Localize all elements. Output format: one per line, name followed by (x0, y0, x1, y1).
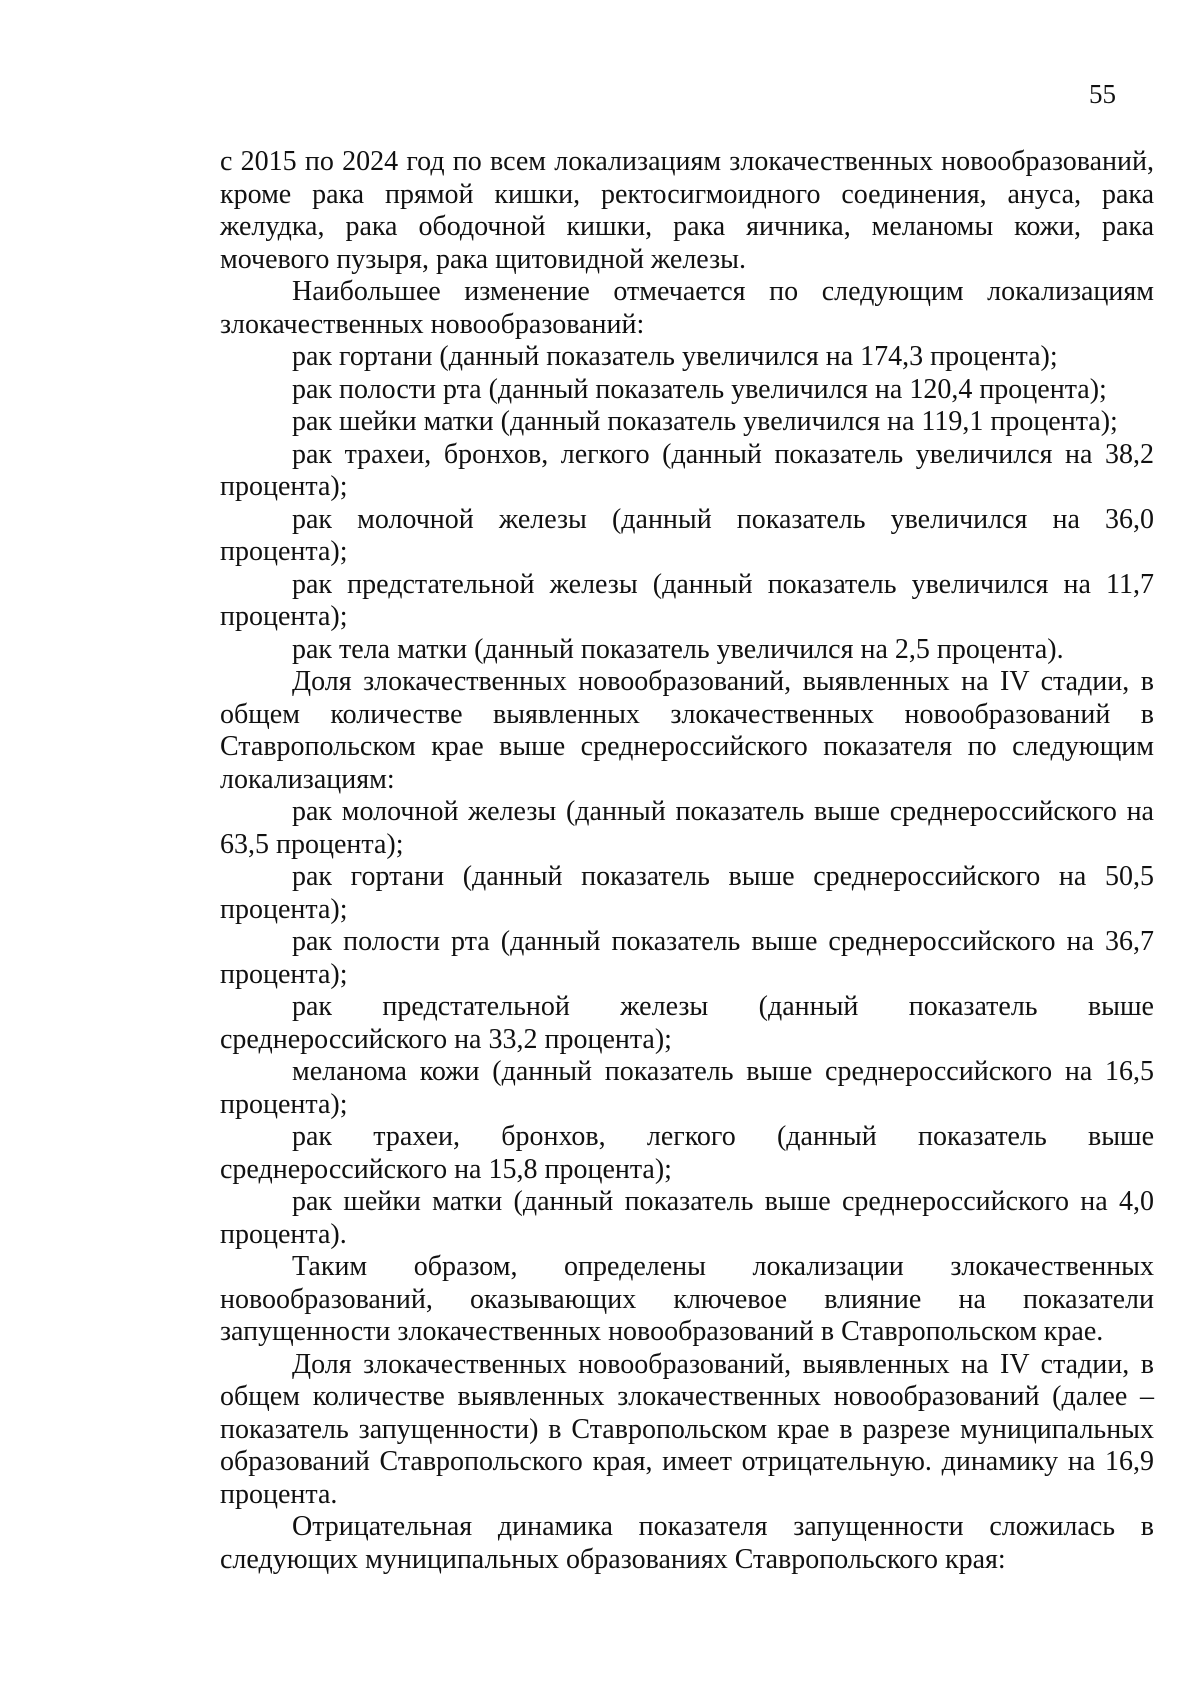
list-item: рак полости рта (данный показатель увеличился на 120,4 процента); (292, 373, 1107, 405)
list-item: рак тела матки (данный показатель увеличился на 2,5 процента). (292, 633, 1064, 665)
paragraph: Доля злокачественных новообразований, выявленных на IV стадии, в общем количестве выявленных злокачественных новообразований в Ставропольском крае выше среднероссийского показателя по следующим локализациям: (220, 666, 1154, 795)
paragraph: Отрицательная динамика показателя запущенности сложилась в следующих муниципальных образованиях Ставропольского края: (220, 1511, 1154, 1575)
list-item: рак гортани (данный показатель выше среднероссийского на 50,5 процента); (220, 861, 1154, 925)
list-item: меланома кожи (данный показатель выше среднероссийского на 16,5 процента); (220, 1056, 1154, 1120)
list-item: рак предстательной железы (данный показатель увеличился на 11,7 процента); (220, 568, 1154, 632)
list-item: рак предстательной железы (данный показатель выше среднероссийского на 33,2 процента); (220, 991, 1154, 1055)
list-item: рак полости рта (данный показатель выше среднероссийского на 36,7 процента); (220, 926, 1154, 990)
list-item: рак молочной железы (данный показатель выше среднероссийского на 63,5 процента); (220, 796, 1154, 860)
paragraph: Доля злокачественных новообразований, выявленных на IV стадии, в общем количестве выявленных злокачественных новообразований (далее – показатель запущенности) в Ставропольском крае в разрезе муниципальных образований Ставропольского края, имеет отрицательную. динамику на 16,9 процента. (220, 1348, 1154, 1510)
list-item: рак молочной железы (данный показатель увеличился на 36,0 процента); (220, 503, 1154, 567)
list-item: рак гортани (данный показатель увеличился на 174,3 процента); (292, 341, 1058, 372)
list-item: рак трахеи, бронхов, легкого (данный показатель выше среднероссийского на 15,8 процента); (220, 1121, 1154, 1185)
list-item: рак шейки матки (данный показатель выше среднероссийского на 4,0 процента). (220, 1186, 1154, 1250)
paragraph: с 2015 по 2024 год по всем локализациям злокачественных новообразований, кроме рака прямой кишки, ректосигмоидного соединения, ануса, рака желудка, рака ободочной кишки, рака яичника, меланомы кожи, рака мочевого пузыря, рака щитовидной железы. (220, 146, 1154, 275)
paragraph: Наибольшее изменение отмечается по следующим локализациям злокачественных новообразований: (220, 276, 1154, 340)
list-item: рак трахеи, бронхов, легкого (данный показатель увеличился на 38,2 процента); (220, 438, 1154, 502)
document-body (220, 146, 1154, 1576)
paragraph: Таким образом, определены локализации злокачественных новообразований, оказывающих ключевое влияние на показатели запущенности злокачественных новообразований в Ставропольском крае. (220, 1251, 1154, 1347)
page-number: 55 (1089, 79, 1116, 109)
list-item: рак шейки матки (данный показатель увеличился на 119,1 процента); (292, 406, 1118, 437)
